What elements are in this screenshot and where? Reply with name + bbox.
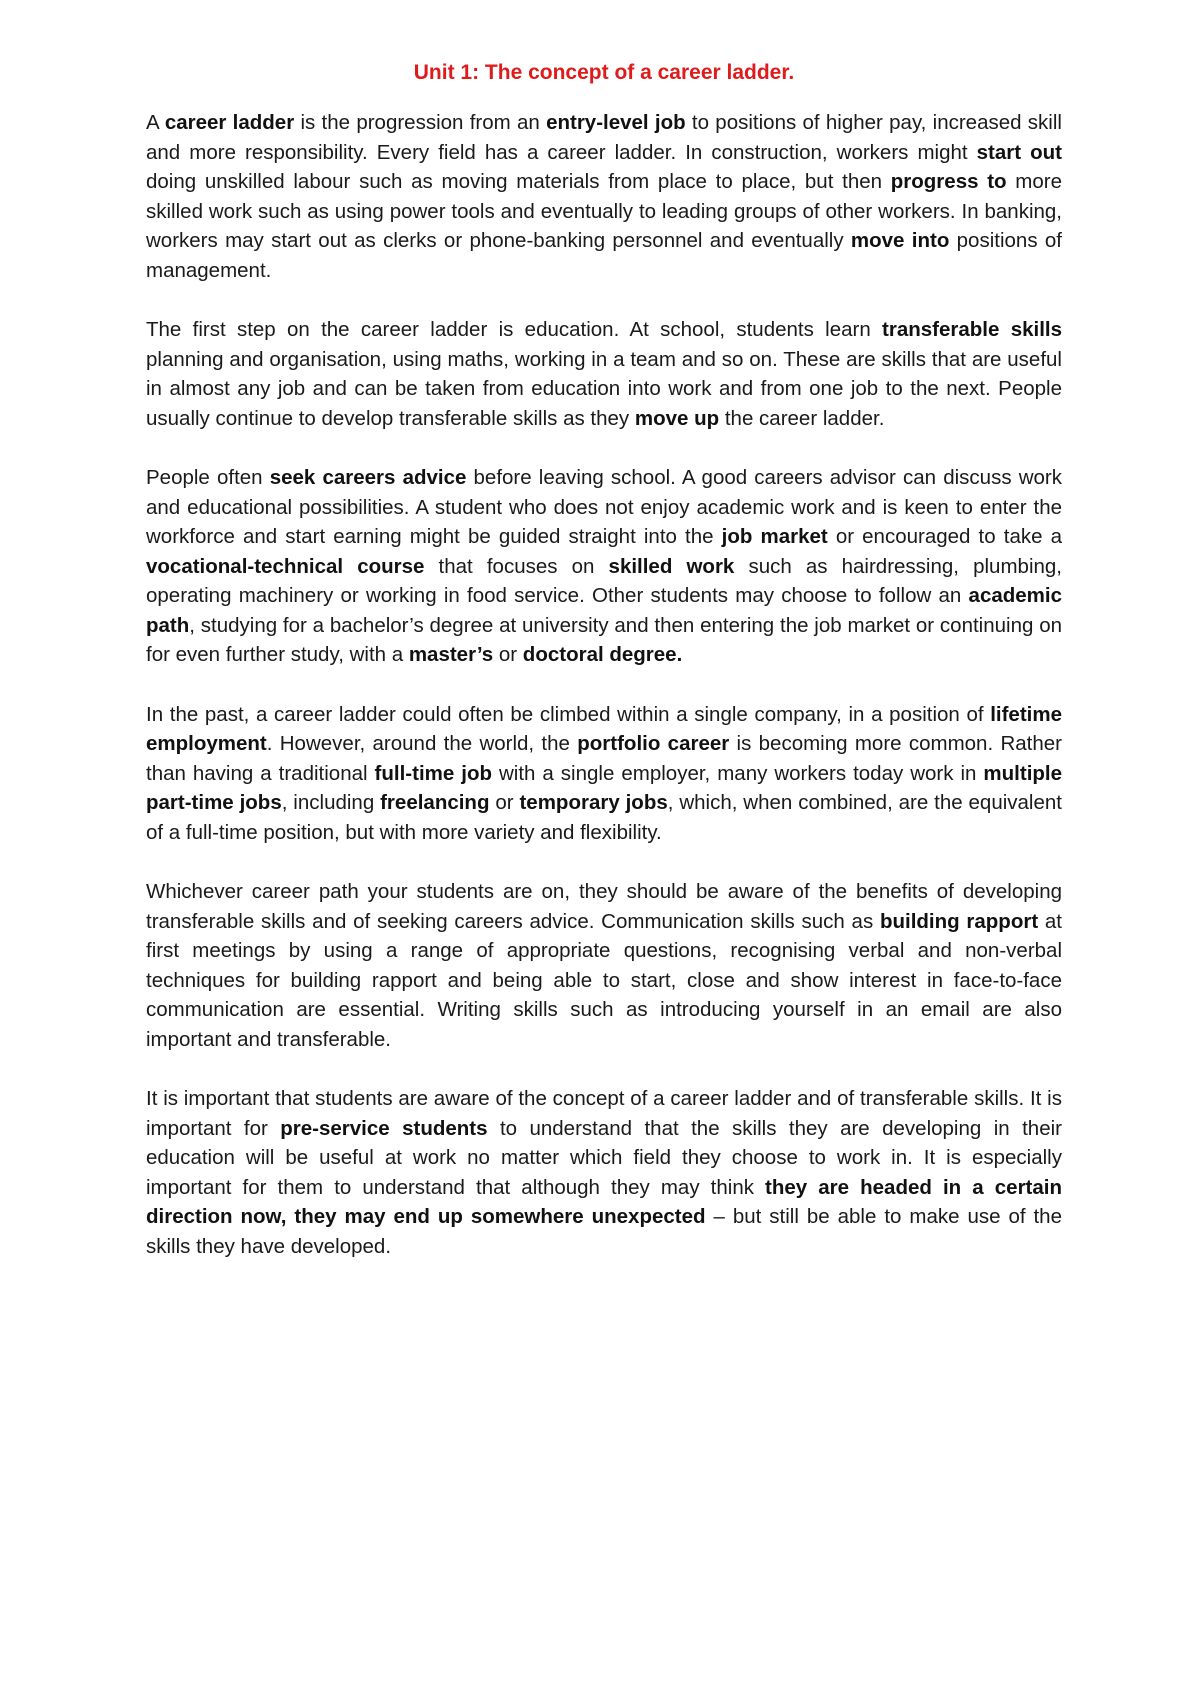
text-run: positions of management. — [146, 229, 1062, 282]
text-run: the career ladder. — [719, 406, 885, 430]
document-page — [146, 58, 1062, 1291]
key-term: progress to — [890, 170, 1007, 193]
text-run: doing unskilled labour such as moving materials from place to place, but then — [146, 170, 891, 193]
key-term: portfolio career — [577, 732, 730, 755]
key-term: job market — [721, 525, 828, 548]
text-run: before leaving school. A good careers advisor can discuss work and educational possibilities. A student who does not enjoy academic work and is keen to enter the workforce and start earning might be guided straight into the — [146, 466, 1062, 548]
document-body — [146, 108, 1062, 1261]
text-run: is the progression from an — [294, 111, 547, 134]
text-run: is becoming more common. Rather than having a traditional — [146, 732, 1062, 785]
key-term: seek careers advice — [269, 466, 467, 489]
key-term: freelancing — [380, 791, 490, 814]
key-term: full-time job — [374, 761, 492, 785]
text-run: A — [146, 111, 165, 134]
text-run: The first step on the career ladder is education. At school, students learn — [146, 318, 883, 341]
key-term: multiple part-time jobs — [146, 761, 1063, 814]
text-run: . However, around the world, the — [266, 732, 578, 755]
key-term: entry-level job — [546, 111, 686, 134]
text-run: more skilled work such as using power tools and eventually to leading groups of other workers. In banking, workers may start out as clerks or phone-banking personnel and eventually — [146, 170, 1063, 252]
text-run: It is important that students are aware of the concept of a career ladder and of transferable skills. It is important for — [146, 1087, 1062, 1140]
key-term: temporary jobs — [519, 791, 668, 814]
paragraph — [146, 108, 1062, 285]
paragraph — [146, 1084, 1062, 1261]
key-term: building rapport — [879, 909, 1039, 933]
text-run: , studying for a bachelor’s degree at university and then entering the job market or continuing on for even further study, with a — [146, 613, 1062, 666]
key-term: transferable skills — [882, 318, 1062, 341]
key-term: career ladder — [164, 111, 295, 134]
text-run: at first meetings by using a range of appropriate questions, recognising verbal and non-verbal techniques for building rapport and being able to start, close and show interest in face-to-face communication are essential. Writing skills such as introducing yourself in an email are also important and transferable. — [146, 909, 1063, 1051]
text-run: to understand that the skills they are developing in their education will be useful at work no matter which field they choose to work in. It is especially important for them to understand that although they may think — [146, 1116, 1062, 1199]
text-run: planning and organisation, using maths, working in a team and so on. These are skills that are useful in almost any job and can be taken from education into work and from one job to the next. People usually continue to develop transferable skills as they — [146, 347, 1062, 430]
text-run: People often — [146, 466, 270, 489]
text-run: or — [489, 791, 520, 814]
key-term: start out — [976, 140, 1063, 164]
text-run: In the past, a career ladder could often be climbed within a single company, in a position of — [146, 702, 991, 726]
text-run: , including — [281, 791, 381, 814]
text-run: or encouraged to take a — [827, 525, 1062, 548]
text-run: or — [493, 643, 523, 666]
key-term: vocational-technical course — [146, 554, 425, 578]
key-term: pre-service students — [280, 1116, 488, 1140]
key-term: master’s — [408, 643, 494, 666]
key-term: move into — [850, 229, 950, 252]
text-run: that focuses on — [424, 554, 609, 578]
key-term: academic path — [146, 584, 1062, 637]
document-title: Unit 1: The concept of a career ladder. — [413, 61, 795, 84]
key-term: lifetime employment — [146, 702, 1062, 755]
key-term: they are headed in a certain direction now, they may end up somewhere unexpected — [146, 1175, 1062, 1228]
text-run: such as hairdressing, plumbing, operating machinery or working in food service. Other students may choose to follow an — [146, 554, 1062, 607]
paragraph — [146, 463, 1062, 670]
text-run: with a single employer, many workers today work in — [492, 761, 984, 785]
paragraph — [146, 700, 1062, 848]
paragraph — [146, 877, 1062, 1054]
text-run: to positions of higher pay, increased skill and more responsibility. Every field has a career ladder. In construction, workers might — [146, 111, 1062, 164]
key-term: doctoral degree. — [522, 643, 683, 666]
key-term: move up — [634, 406, 720, 430]
key-term: skilled work — [608, 554, 735, 578]
paragraph — [146, 315, 1062, 433]
text-run: – but still be able to make use of the skills they have developed. — [146, 1205, 1062, 1258]
text-run: , which, when combined, are the equivalent of a full-time position, but with more variety and flexibility. — [146, 791, 1062, 844]
text-run: Whichever career path your students are on, they should be aware of the benefits of developing transferable skills and of seeking careers advice. Communication skills such as — [146, 880, 1062, 933]
